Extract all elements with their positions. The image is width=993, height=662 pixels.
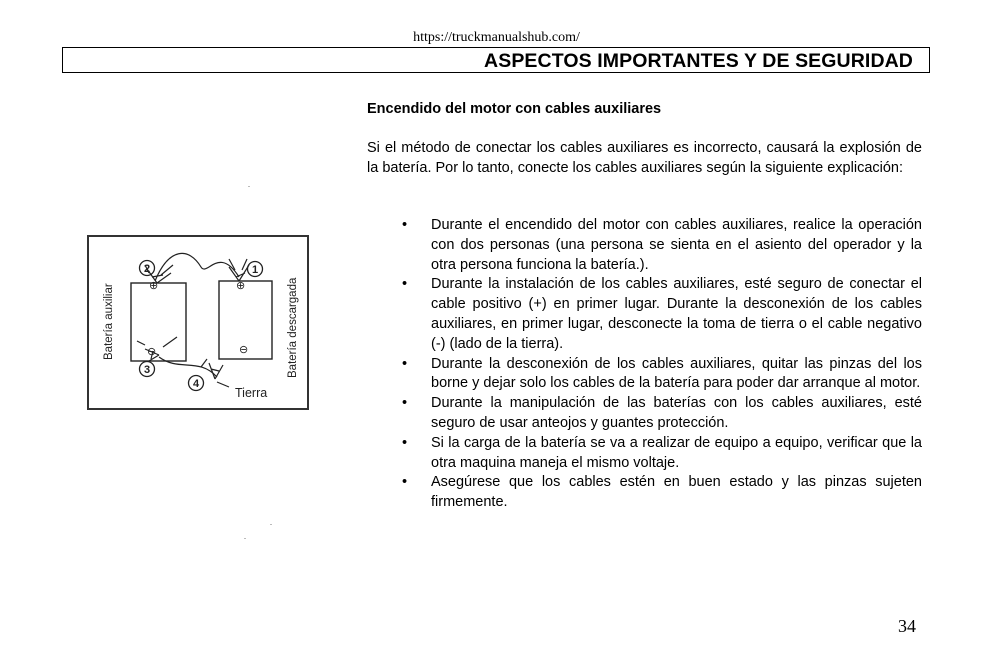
source-url: https://truckmanualshub.com/ (413, 30, 580, 45)
section-heading: Encendido del motor con cables auxiliares (367, 101, 662, 117)
clamp-1 (229, 259, 249, 281)
label-discharged-battery: Batería descargada (287, 277, 299, 378)
page-number: 34 (898, 616, 916, 636)
scan-speck (244, 538, 246, 539)
step-marker-4 (189, 376, 204, 391)
positive-cable (155, 253, 239, 281)
list-item-text: Si la carga de la batería se va a realizar de equipo a equipo, verificar que la otra maquina maneja el mismo voltaje. (431, 434, 922, 471)
step-marker-1 (248, 262, 263, 277)
terminal-plus-right: ⊕ (236, 280, 246, 292)
title-bar (62, 47, 930, 73)
bullet-icon: • (402, 217, 408, 233)
scan-speck (270, 524, 272, 525)
bullet-icon: • (402, 276, 408, 293)
bullet-icon: • (402, 474, 408, 491)
terminal-minus-right: ⊖ (239, 344, 249, 356)
list-item-text: Durante la desconexión de los cables auxiliares, quitar las pinzas del los borne y dejar solo los cables de la batería para poder dar arranque al motor. (431, 355, 922, 392)
ground-connection (217, 382, 229, 387)
jump-start-diagram (87, 235, 309, 410)
auxiliary-battery (131, 283, 186, 361)
clamp-4 (201, 359, 223, 379)
step-marker-2 (140, 261, 155, 276)
list-item-text: Durante el encendido del motor con cables auxiliares, realice la operación con dos personas (una persona se sienta en el asiento del operador y la otra persona funciona la batería.). (431, 217, 922, 273)
terminal-plus-left: ⊕ (149, 280, 159, 292)
svg-text:3: 3 (143, 364, 151, 376)
list-item-text: Asegúrese que los cables estén en buen estado y las pinzas sujeten firmemente. (431, 474, 922, 511)
label-ground: Tierra (235, 386, 268, 400)
bullet-icon: • (402, 395, 408, 412)
bullet-icon: • (402, 434, 408, 451)
list-item-text: Durante la instalación de los cables auxiliares, esté seguro de conectar el cable positivo (+) en primer lugar. Durante la desconexión de los cables auxiliares, en primer lugar, desconecte la toma de tierra o el cable negativo (-) (lado de la tierra). (431, 276, 922, 352)
svg-text:4: 4 (192, 378, 200, 390)
clamp-3 (137, 337, 177, 361)
list-item (0, 473, 922, 513)
intro-paragraph: Si el método de conectar los cables auxiliares es incorrecto, causará la explosión de la batería. Por lo tanto, conecte los cables auxiliares según la siguiente explicación: (367, 140, 922, 176)
list-item (0, 434, 922, 474)
bullet-icon: • (402, 355, 408, 372)
label-auxiliary-battery: Batería auxiliar (103, 283, 115, 360)
scan-speck (248, 186, 250, 187)
ground-cable (159, 357, 217, 377)
step-marker-3 (140, 362, 155, 377)
svg-text:2: 2 (143, 263, 151, 275)
list-item-text: Durante la manipulación de las baterías con los cables auxiliares, esté seguro de usar anteojos y guantes protección. (431, 395, 922, 431)
svg-text:1: 1 (251, 264, 259, 276)
terminal-minus-left: ⊖ (147, 346, 157, 358)
page-title: ASPECTOS IMPORTANTES Y DE SEGURIDAD (484, 50, 913, 72)
